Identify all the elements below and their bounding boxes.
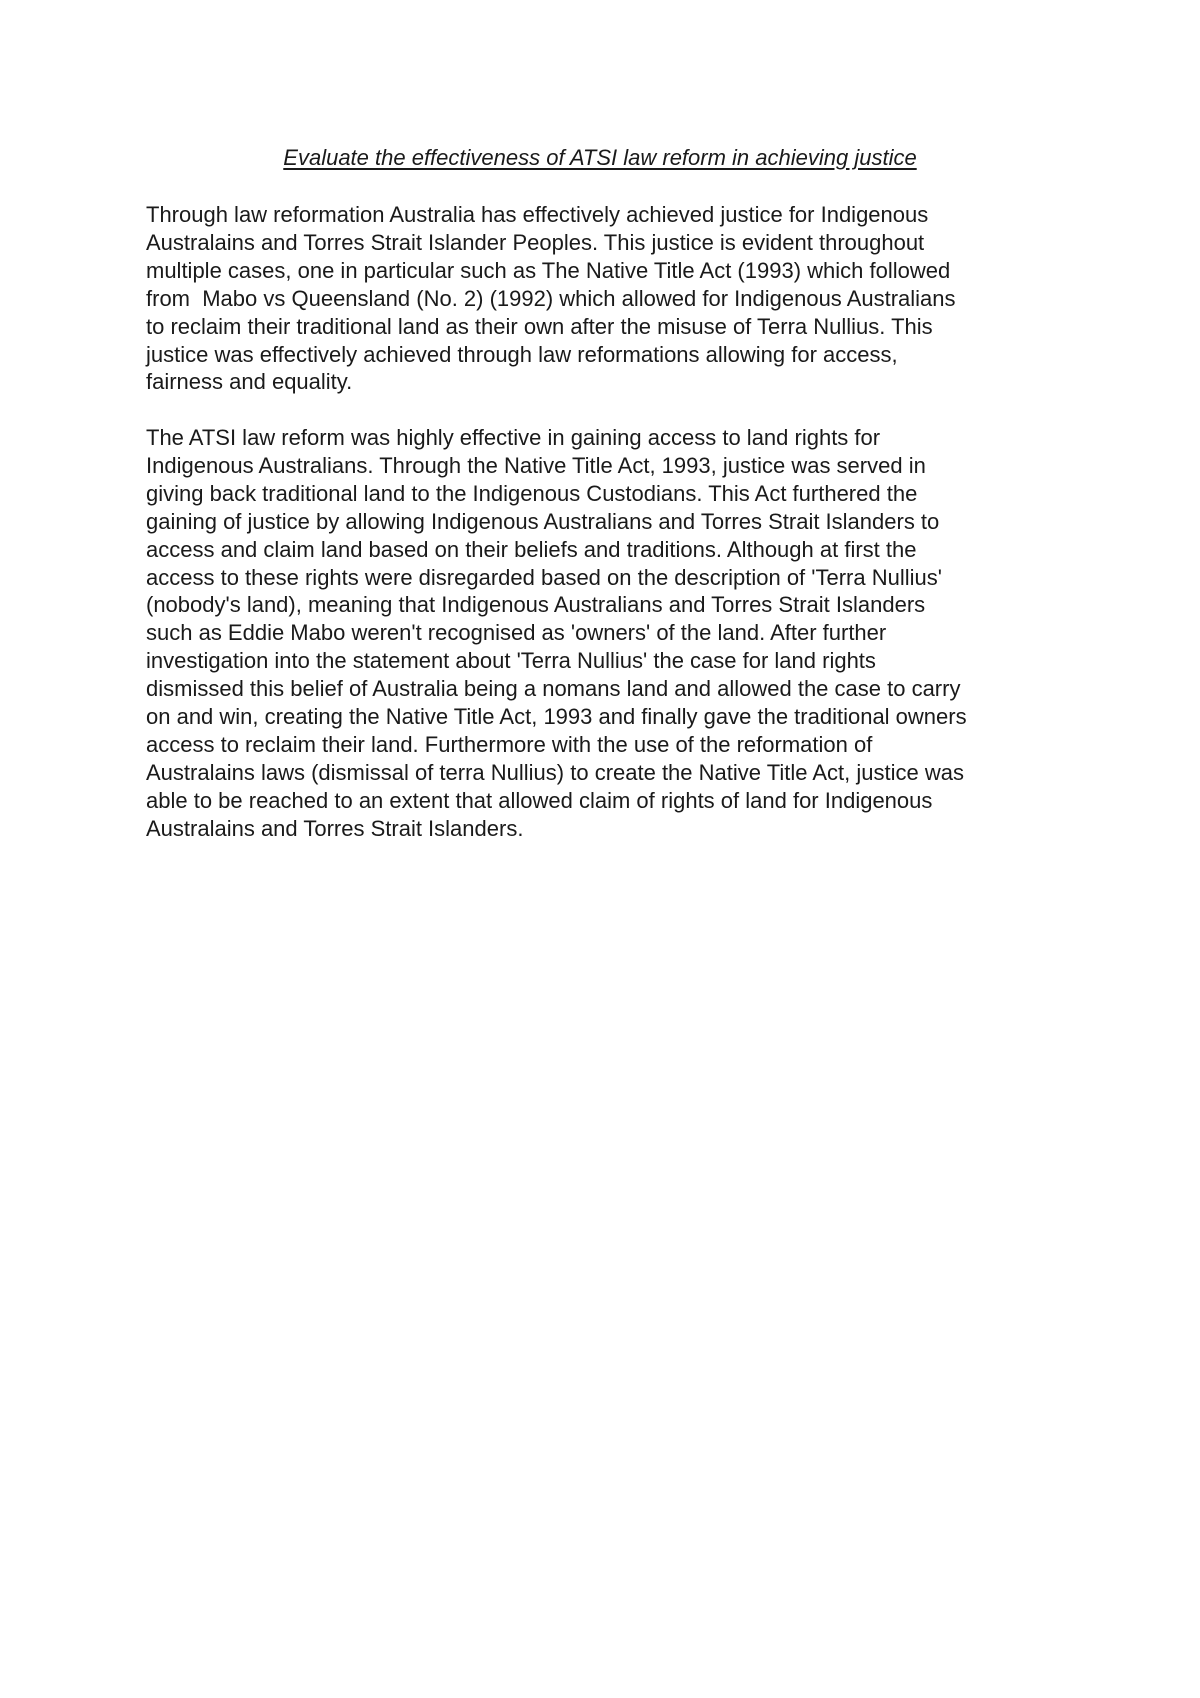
paragraph-line: such as Eddie Mabo weren't recognised as 'owners' of the land. After further bbox=[146, 620, 887, 646]
paragraph-line: investigation into the statement about 'Terra Nullius' the case for land rights bbox=[146, 648, 876, 674]
paragraph-line: Australains and Torres Strait Islanders. bbox=[146, 815, 524, 841]
paragraph-line: Indigenous Australians. Through the Native Title Act, 1993, justice was served in bbox=[146, 452, 926, 478]
paragraph-line: access and claim land based on their beliefs and traditions. Although at first the bbox=[146, 536, 917, 562]
paragraph-line: The ATSI law reform was highly effective in gaining access to land rights for bbox=[146, 425, 881, 450]
paragraph-line: on and win, creating the Native Title Act, 1993 and finally gave the traditional owners bbox=[146, 704, 967, 730]
paragraph-line: (nobody's land), meaning that Indigenous Australians and Torres Strait Islanders bbox=[146, 592, 926, 618]
paragraph-line: to reclaim their traditional land as their own after the misuse of Terra Nullius. This bbox=[146, 313, 933, 339]
paragraph-line: giving back traditional land to the Indigenous Custodians. This Act furthered the bbox=[146, 480, 918, 506]
paragraph-line: gaining of justice by allowing Indigenous Australians and Torres Strait Islanders to bbox=[146, 508, 940, 534]
paragraph-intro bbox=[146, 201, 956, 396]
paragraph-line: multiple cases, one in particular such as The Native Title Act (1993) which followed bbox=[146, 257, 951, 283]
paragraph-line: Through law reformation Australia has effectively achieved justice for Indigenous bbox=[146, 202, 929, 227]
paragraph-line: from Mabo vs Queensland (No. 2) (1992) which allowed for Indigenous Australians bbox=[146, 285, 956, 311]
paragraph-line: access to reclaim their land. Furthermore with the use of the reformation of bbox=[146, 731, 873, 757]
paragraph-line: justice was effectively achieved through law reformations allowing for access, bbox=[146, 341, 898, 367]
paragraph-line: Australains laws (dismissal of terra Nullius) to create the Native Title Act, justice was bbox=[146, 759, 964, 785]
paragraph-line: dismissed this belief of Australia being a nomans land and allowed the case to carry bbox=[146, 676, 961, 702]
paragraph-line: fairness and equality. bbox=[146, 369, 353, 395]
paragraph-line: able to be reached to an extent that allowed claim of rights of land for Indigenous bbox=[146, 787, 933, 813]
paragraph-body bbox=[146, 424, 967, 843]
paragraph-line: Australains and Torres Strait Islander Peoples. This justice is evident throughout bbox=[146, 229, 925, 255]
document-title: Evaluate the effectiveness of ATSI law reform in achieving justice bbox=[283, 145, 917, 170]
paragraph-line: access to these rights were disregarded based on the description of 'Terra Nullius' bbox=[146, 564, 942, 590]
